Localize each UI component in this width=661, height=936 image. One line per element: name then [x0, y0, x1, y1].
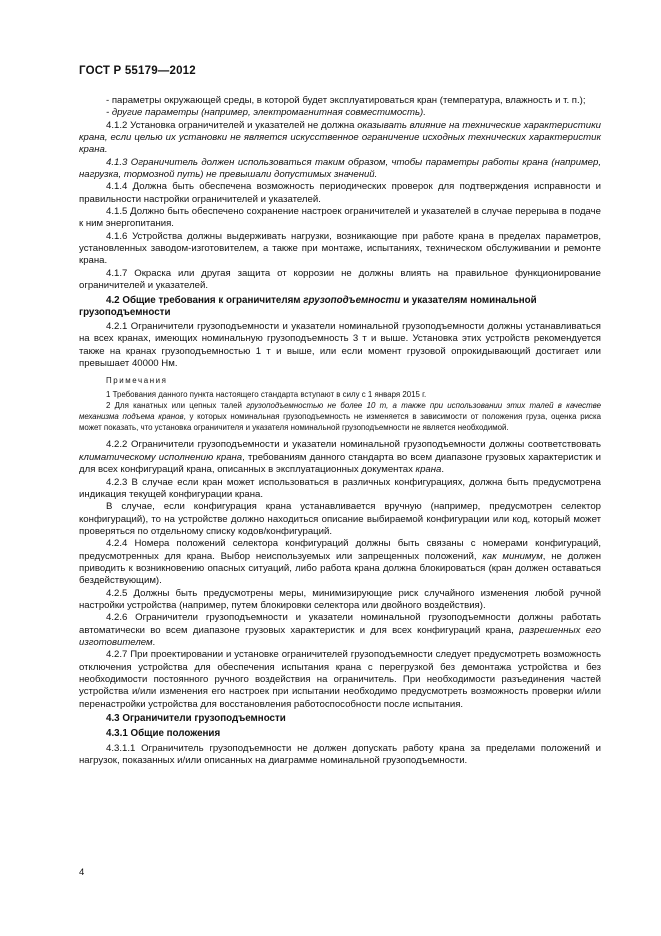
- note-2: [79, 400, 601, 434]
- notes-title: Примечания: [106, 376, 168, 386]
- paragraph-other-params: [79, 107, 601, 119]
- page-number: 4: [79, 867, 85, 878]
- clause-4-2-5: 4.2.5 Должны быть предусмотрены меры, минимизирующие риск случайного изменения любой ручной настройки устройства (например, путем блокировки селектора или двойного воздействия).: [79, 587, 601, 611]
- clause-4-1-2: [79, 120, 601, 157]
- document-header: ГОСТ Р 55179—2012: [79, 65, 196, 77]
- italic-text: крана: [415, 464, 442, 476]
- note-1: 1 Требования данного пункта настоящего стандарта вступают в силу с 1 января 2015 г.: [106, 389, 427, 399]
- italic-text: грузоподъемностью не более 10 т, а также при использовании этих талей в качестве механизма подъема кранов: [79, 400, 601, 422]
- clause-4-1-5: 4.1.5 Должно быть обеспечено сохранение настроек ограничителей и указателей в случае перерыва в подаче к ним энергопитания.: [79, 206, 601, 230]
- note-text: , у которых номинальная грузоподъемность не изменяется в зависимости от положения груза, оценка риска может показать, что установка ограничителя и указателя номинальной грузоподъемности не является необходимой.: [79, 412, 601, 433]
- clause-text: , не должен приводить к возникновению опасных ситуаций, либо работа крана должна блокироваться (кран должен оставаться бездействующим).: [79, 550, 601, 587]
- clause-4-2-3: 4.2.3 В случае если кран может использоваться в различных конфигурациях, должна быть предусмотрена индикация текущей конфигурации крана.: [79, 476, 601, 500]
- clause-4-1-7: 4.1.7 Окраска или другая защита от коррозии не должны влиять на правильное функционирование ограничителей и указателей.: [79, 267, 601, 292]
- clause-4-2-4: [79, 538, 601, 587]
- clause-4-2-3-cont: В случае, если конфигурация крана устанавливается вручную (например, предусмотрен селектор конфигураций), то на устройстве должно находиться описание выбираемой конфигурации или код, который может проверяться по отдельному списку кодов/конфигураций.: [79, 501, 601, 537]
- clause-text: .: [152, 636, 156, 648]
- italic-text: грузоподъемности: [303, 294, 401, 306]
- paragraph-environment: - параметры окружающей среды, в которой будет эксплуатироваться кран (температура, влажность и т. п.);: [106, 95, 586, 106]
- section-heading-4-2: [79, 295, 601, 320]
- italic-text: разрешенных его изготовителем: [79, 624, 601, 648]
- clause-4-3-1-1: 4.3.1.1 Ограничитель грузоподъемности не должен допускать работу крана за пределами положений и нагрузок, показанных и/или описанных на диаграмме номинальной грузоподъемности.: [79, 742, 601, 766]
- clause-4-1-3: [79, 157, 601, 182]
- clause-4-2-2: [79, 439, 601, 476]
- section-heading-4-3: 4.3 Ограничители грузоподъемности: [106, 713, 286, 725]
- italic-text: оказывать влияние на технические характеристики крана, если целью их установки не является искусственное ограничение исходных технических характеристик крана.: [79, 119, 601, 156]
- clause-text: 4.2.4 Номера положений селектора конфигураций должны быть связаны с номерами конфигураций, предусмотренных для крана. Выбор неиспользуемых или запрещенных положений,: [79, 538, 601, 562]
- heading-text: 4.2 Общие требования к ограничителям: [106, 294, 304, 306]
- italic-text: как минимум: [482, 550, 543, 562]
- clause-4-2-7: 4.2.7 При проектировании и установке ограничителей грузоподъемности следует предусмотреть возможность отключения устройства для обеспечения испытания крана с перегрузкой без демонтажа устройства и без необходимости постоянного ручного воздействия на ограничитель. При необходимости разъединения частей устройства и/или изменения его настроек при испытании необходимо предусмотреть возможность проверки и/или перенастройки устройства для восстановления работоспособности после испытания.: [79, 649, 601, 710]
- clause-4-2-1: 4.2.1 Ограничители грузоподъемности и указатели номинальной грузоподъемности должны устанавливаться на всех кранах, имеющих номинальную грузоподъемность 3 т и выше. Установка этих устройств рекомендуется также на кранах грузоподъемностью 1 т и выше, или если момент грузовой опрокидывающий достигает или превышает 40000 Нм.: [79, 321, 601, 370]
- clause-text: , требованиям данного стандарта во всем диапазоне грузовых характеристик и для всех конфигураций крана, описанных в эксплуатационных документах: [79, 451, 601, 476]
- italic-text: климатическому исполнению крана: [79, 451, 243, 463]
- clause-text: 4.2.6 Ограничители грузоподъемности и указатели номинальной грузоподъемности должны работать автоматически во всем диапазоне грузовых характеристик и для всех конфигураций крана,: [79, 612, 601, 636]
- heading-text: и указателям номинальной грузоподъемности: [79, 294, 537, 318]
- italic-text: - другие параметры (например, электромагнитная совместимость).: [106, 107, 426, 119]
- section-heading-4-3-1: 4.3.1 Общие положения: [106, 728, 221, 740]
- clause-text: 4.2.2 Ограничители грузоподъемности и указатели номинальной грузоподъемности должны соответствовать: [106, 439, 601, 451]
- notes-block: [79, 375, 601, 433]
- clause-4-1-4: 4.1.4 Должна быть обеспечена возможность периодических проверок для подтверждения исправности и правильности настройки ограничителей и указателей.: [79, 181, 601, 205]
- clause-text: 4.1.2 Установка ограничителей и указателей не должна: [106, 119, 358, 131]
- note-text: 2 Для канатных или цепных талей: [106, 400, 247, 410]
- italic-text: 4.1.3 Ограничитель должен использоваться таким образом, чтобы параметры работы крана (например, нагрузка, тормозной путь) не превышали допустимых значений.: [79, 156, 601, 181]
- document-body: [79, 95, 601, 767]
- clause-4-1-6: 4.1.6 Устройства должны выдерживать нагрузки, возникающие при работе крана в пределах параметров, установленных заводом-изготовителем, а также при монтаже, испытаниях, техническом обслуживании и ремонте крана.: [79, 230, 601, 267]
- clause-text: .: [441, 464, 445, 476]
- clause-4-2-6: [79, 612, 601, 649]
